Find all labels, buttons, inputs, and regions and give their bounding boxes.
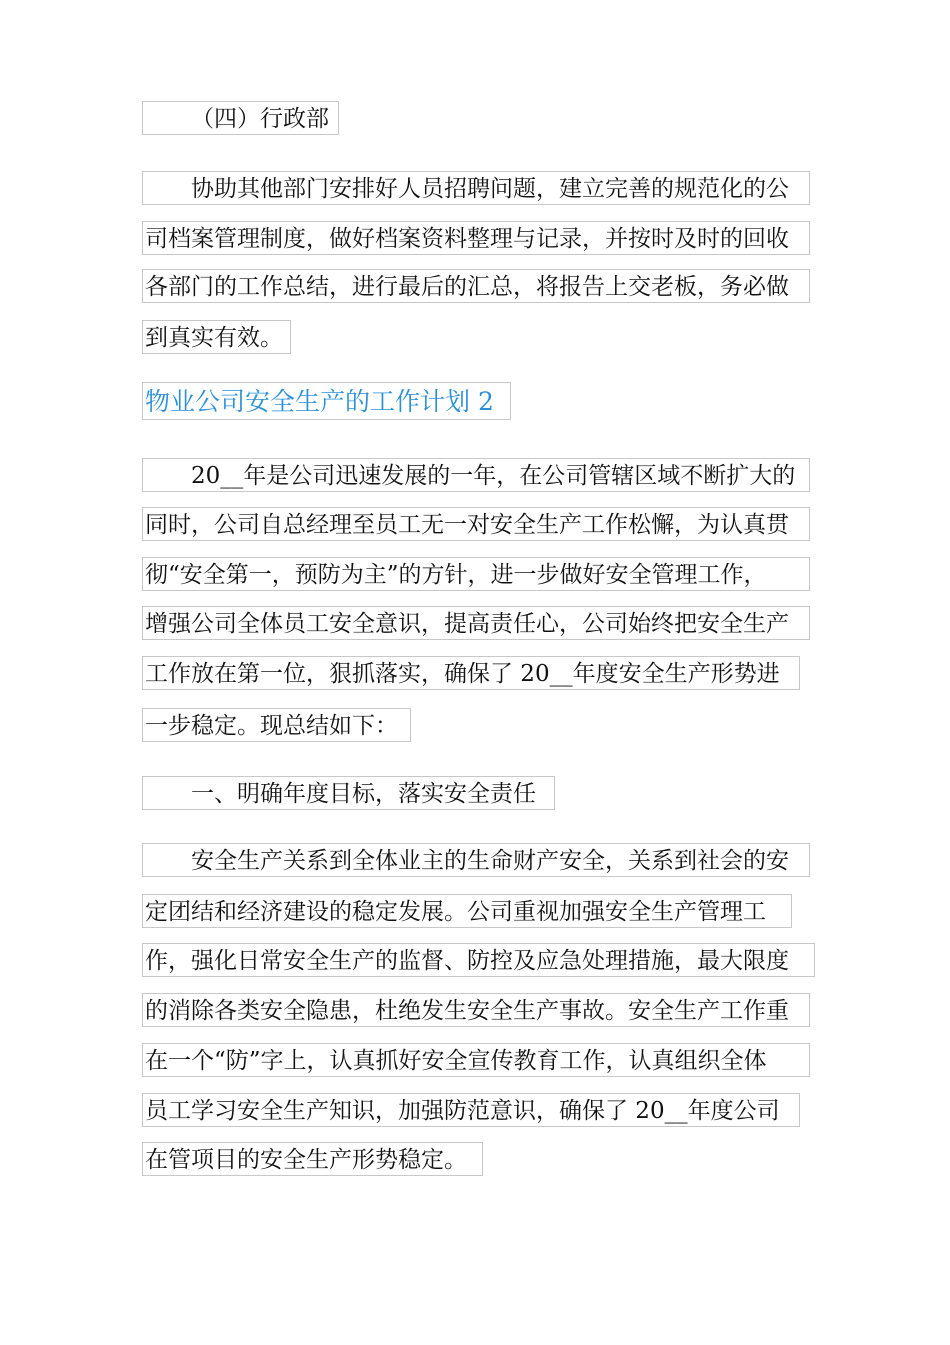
paragraph-line: 协助其他部门安排好人员招聘问题，建立完善的规范化的公 [142,171,810,205]
paragraph-line: 司档案管理制度，做好档案资料整理与记录，并按时及时的回收 [142,221,810,255]
paragraph-line: 在管项目的安全生产形势稳定。 [142,1142,483,1176]
section-heading: 一、明确年度目标，落实安全责任 [142,776,555,810]
paragraph-line: 同时，公司自总经理至员工无一对安全生产工作松懈，为认真贯 [142,507,810,541]
paragraph-line: 彻“安全第一，预防为主”的方针，进一步做好安全管理工作， [142,557,810,591]
paragraph-line: 到真实有效。 [142,320,291,354]
paragraph-line: 安全生产关系到全体业主的生命财产安全，关系到社会的安 [142,843,810,877]
paragraph-line: 工作放在第一位，狠抓落实，确保了 20__年度安全生产形势进 [142,656,800,690]
paragraph-line: 增强公司全体员工安全意识，提高责任心，公司始终把安全生产 [142,606,810,640]
paragraph-line: 各部门的工作总结，进行最后的汇总，将报告上交老板，务必做 [142,269,810,303]
paragraph-line: 的消除各类安全隐患，杜绝发生安全生产事故。安全生产工作重 [142,993,810,1027]
paragraph-line: 在一个“防”字上，认真抓好安全宣传教育工作，认真组织全体 [142,1043,810,1077]
section-heading: （四）行政部 [142,101,339,135]
paragraph-line: 员工学习安全生产知识，加强防范意识，确保了 20__年度公司 [142,1093,800,1127]
paragraph-line: 定团结和经济建设的稳定发展。公司重视加强安全生产管理工 [142,894,792,928]
document-title: 物业公司安全生产的工作计划 2 [142,382,511,420]
paragraph-line: 20__年是公司迅速发展的一年，在公司管辖区域不断扩大的 [142,458,810,492]
paragraph-line: 作，强化日常安全生产的监督、防控及应急处理措施，最大限度 [142,943,815,977]
paragraph-line: 一步稳定。现总结如下： [142,708,411,742]
